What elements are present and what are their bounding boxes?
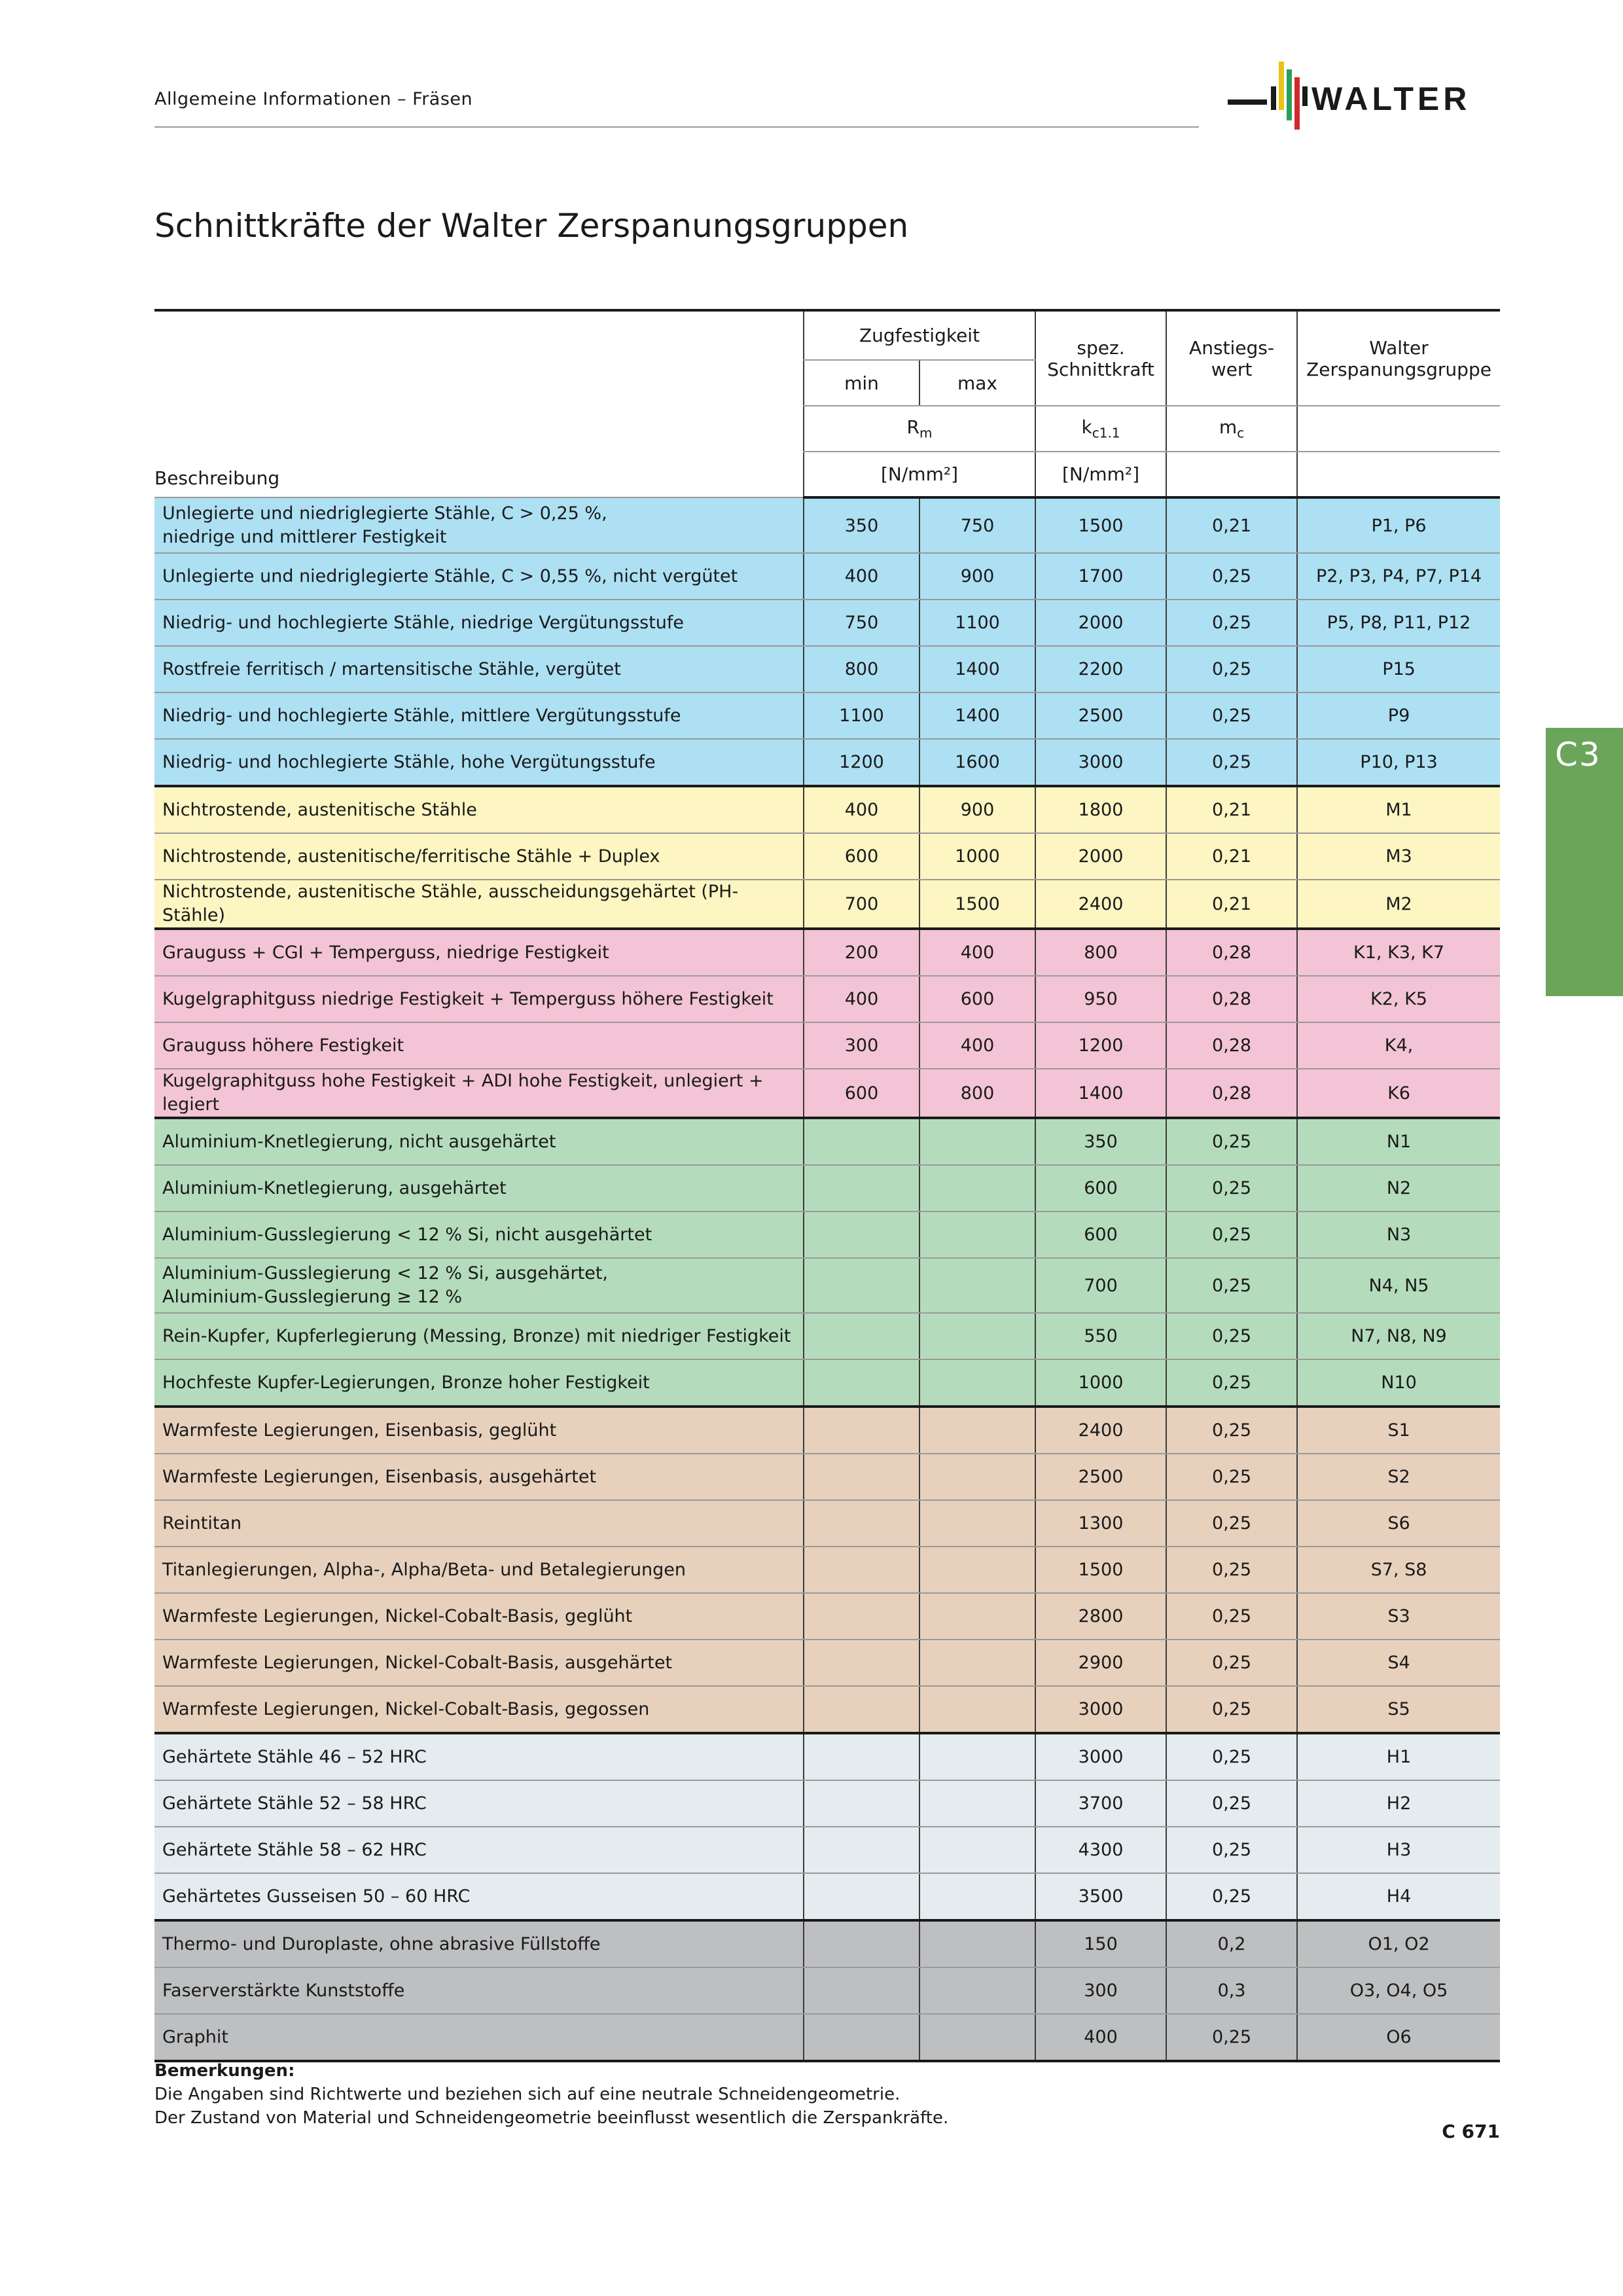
row-rm-max	[919, 1211, 1035, 1258]
row-mc: 0,25	[1166, 1313, 1297, 1359]
unit-rm: [N/mm²]	[804, 452, 1035, 497]
table-row	[154, 739, 1500, 786]
row-group: H1	[1297, 1733, 1500, 1780]
row-description: Warmfeste Legierungen, Eisenbasis, ausgehärtet	[154, 1454, 804, 1500]
row-rm-max: 900	[919, 553, 1035, 600]
row-group: S4	[1297, 1640, 1500, 1686]
table-row	[154, 1873, 1500, 1920]
row-rm-max	[919, 1827, 1035, 1873]
row-kc: 150	[1035, 1920, 1166, 1967]
row-description: Unlegierte und niedriglegierte Stähle, C > 0,25 %, niedrige und mittlerer Festigkeit	[154, 497, 804, 553]
table-row	[154, 1313, 1500, 1359]
table-row	[154, 1780, 1500, 1827]
row-rm-min: 1200	[804, 739, 919, 786]
row-rm-min	[804, 1593, 919, 1640]
row-group: H2	[1297, 1780, 1500, 1827]
row-rm-min: 600	[804, 833, 919, 880]
row-kc: 2800	[1035, 1593, 1166, 1640]
notes	[154, 2059, 948, 2130]
col-head-rm: $R_m$	[804, 406, 1035, 452]
row-kc: 2200	[1035, 646, 1166, 692]
table-row	[154, 1733, 1500, 1780]
row-description: Aluminium-Knetlegierung, ausgehärtet	[154, 1165, 804, 1211]
row-group: P9	[1297, 692, 1500, 739]
table-row	[154, 1967, 1500, 2014]
row-rm-max: 1500	[919, 880, 1035, 929]
row-rm-min: 400	[804, 553, 919, 600]
row-kc: 1500	[1035, 497, 1166, 553]
row-rm-min	[804, 1827, 919, 1873]
row-description: Aluminium-Gusslegierung < 12 % Si, ausgehärtet, Aluminium-Gusslegierung ≥ 12 %	[154, 1258, 804, 1313]
row-rm-max	[919, 1967, 1035, 2014]
row-mc: 0,25	[1166, 600, 1297, 646]
table-row	[154, 1920, 1500, 1967]
row-mc: 0,21	[1166, 833, 1297, 880]
row-mc: 0,25	[1166, 1827, 1297, 1873]
table-row	[154, 553, 1500, 600]
table-row	[154, 1593, 1500, 1640]
row-description: Gehärtete Stähle 52 – 58 HRC	[154, 1780, 804, 1827]
row-group: S7, S8	[1297, 1547, 1500, 1593]
col-head-mc: $m_c$	[1166, 406, 1297, 452]
row-mc: 0,25	[1166, 1873, 1297, 1920]
row-rm-min	[804, 1359, 919, 1407]
row-mc: 0,25	[1166, 2014, 1297, 2061]
row-rm-min	[804, 1920, 919, 1967]
row-group: S1	[1297, 1407, 1500, 1454]
row-rm-max	[919, 1500, 1035, 1547]
row-description: Grauguss + CGI + Temperguss, niedrige Festigkeit	[154, 929, 804, 976]
row-group: K4,	[1297, 1022, 1500, 1069]
table-row	[154, 1258, 1500, 1313]
row-kc: 550	[1035, 1313, 1166, 1359]
row-description: Thermo- und Duroplaste, ohne abrasive Füllstoffe	[154, 1920, 804, 1967]
chapter-tab-label: C3	[1555, 736, 1601, 774]
row-group: S2	[1297, 1454, 1500, 1500]
row-mc: 0,25	[1166, 1500, 1297, 1547]
row-rm-max: 1000	[919, 833, 1035, 880]
table-row	[154, 1547, 1500, 1593]
row-mc: 0,25	[1166, 1547, 1297, 1593]
row-rm-max	[919, 1640, 1035, 1686]
row-rm-max	[919, 1454, 1035, 1500]
table-row	[154, 692, 1500, 739]
row-group: K2, K5	[1297, 976, 1500, 1022]
row-description: Warmfeste Legierungen, Nickel-Cobalt-Basis, ausgehärtet	[154, 1640, 804, 1686]
row-rm-min: 200	[804, 929, 919, 976]
col-head-empty	[1297, 406, 1500, 452]
row-description: Reintitan	[154, 1500, 804, 1547]
notes-title: Bemerkungen:	[154, 2061, 295, 2081]
row-rm-max	[919, 1359, 1035, 1407]
row-kc: 2400	[1035, 1407, 1166, 1454]
row-kc: 2500	[1035, 692, 1166, 739]
row-group: O1, O2	[1297, 1920, 1500, 1967]
row-kc: 3500	[1035, 1873, 1166, 1920]
row-rm-max	[919, 2014, 1035, 2061]
row-description: Kugelgraphitguss niedrige Festigkeit + Temperguss höhere Festigkeit	[154, 976, 804, 1022]
row-kc: 1700	[1035, 553, 1166, 600]
row-rm-min	[804, 1873, 919, 1920]
row-rm-max: 1600	[919, 739, 1035, 786]
table-row	[154, 497, 1500, 553]
row-rm-min: 800	[804, 646, 919, 692]
table-row	[154, 786, 1500, 833]
row-rm-min	[804, 1407, 919, 1454]
row-rm-min	[804, 1547, 919, 1593]
col-head-kc: $k_{c1.1}$	[1035, 406, 1166, 452]
row-kc: 1200	[1035, 1022, 1166, 1069]
row-mc: 0,25	[1166, 1211, 1297, 1258]
row-rm-max: 400	[919, 929, 1035, 976]
row-description: Kugelgraphitguss hohe Festigkeit + ADI hohe Festigkeit, unlegiert + legiert	[154, 1069, 804, 1118]
col-head-zugfestigkeit: Zugfestigkeit	[804, 310, 1035, 360]
row-mc: 0,25	[1166, 692, 1297, 739]
row-group: M1	[1297, 786, 1500, 833]
row-mc: 0,25	[1166, 1359, 1297, 1407]
row-description: Gehärtete Stähle 46 – 52 HRC	[154, 1733, 804, 1780]
row-mc: 0,28	[1166, 976, 1297, 1022]
row-rm-max	[919, 1165, 1035, 1211]
row-kc: 400	[1035, 2014, 1166, 2061]
col-head-max: max	[919, 360, 1035, 406]
logo-text: WALTER	[1311, 81, 1471, 117]
row-mc: 0,28	[1166, 929, 1297, 976]
table-row	[154, 2014, 1500, 2061]
row-rm-max: 900	[919, 786, 1035, 833]
row-kc: 1000	[1035, 1359, 1166, 1407]
row-description: Faserverstärkte Kunststoffe	[154, 1967, 804, 2014]
notes-line-2: Der Zustand von Material und Schneidengeometrie beeinflusst wesentlich die Zerspankräfte.	[154, 2108, 949, 2128]
row-description: Aluminium-Knetlegierung, nicht ausgehärtet	[154, 1118, 804, 1165]
row-rm-min: 350	[804, 497, 919, 553]
table-row	[154, 600, 1500, 646]
row-rm-min: 400	[804, 976, 919, 1022]
row-description: Warmfeste Legierungen, Eisenbasis, geglüht	[154, 1407, 804, 1454]
row-rm-min	[804, 1313, 919, 1359]
row-mc: 0,21	[1166, 880, 1297, 929]
col-head-min: min	[804, 360, 919, 406]
row-rm-max: 1100	[919, 600, 1035, 646]
row-rm-min: 1100	[804, 692, 919, 739]
row-rm-max: 750	[919, 497, 1035, 553]
row-group: S3	[1297, 1593, 1500, 1640]
row-rm-max	[919, 1258, 1035, 1313]
table-row	[154, 1069, 1500, 1118]
page-number: C 671	[1442, 2121, 1500, 2142]
row-rm-min: 700	[804, 880, 919, 929]
row-rm-max: 1400	[919, 692, 1035, 739]
row-rm-max	[919, 1547, 1035, 1593]
row-kc: 1500	[1035, 1547, 1166, 1593]
row-kc: 2000	[1035, 600, 1166, 646]
row-group: P15	[1297, 646, 1500, 692]
unit-group	[1297, 452, 1500, 497]
row-group: M3	[1297, 833, 1500, 880]
table-row	[154, 1165, 1500, 1211]
notes-line-1: Die Angaben sind Richtwerte und beziehen sich auf eine neutrale Schneidengeometrie.	[154, 2085, 901, 2104]
row-kc: 950	[1035, 976, 1166, 1022]
row-rm-max	[919, 1686, 1035, 1733]
row-mc: 0,25	[1166, 553, 1297, 600]
row-rm-max: 400	[919, 1022, 1035, 1069]
table-row	[154, 1500, 1500, 1547]
row-kc: 800	[1035, 929, 1166, 976]
row-group: O3, O4, O5	[1297, 1967, 1500, 2014]
row-rm-min	[804, 1454, 919, 1500]
unit-kc: [N/mm²]	[1035, 452, 1166, 497]
row-group: S5	[1297, 1686, 1500, 1733]
row-kc: 1300	[1035, 1500, 1166, 1547]
table-body	[154, 497, 1500, 2061]
row-kc: 3700	[1035, 1780, 1166, 1827]
row-kc: 700	[1035, 1258, 1166, 1313]
walter-logo	[1228, 60, 1503, 134]
row-mc: 0,21	[1166, 497, 1297, 553]
section-header: Allgemeine Informationen – Fräsen	[154, 89, 473, 109]
row-description: Niedrig- und hochlegierte Stähle, mittlere Vergütungsstufe	[154, 692, 804, 739]
row-rm-max	[919, 1780, 1035, 1827]
row-group: N7, N8, N9	[1297, 1313, 1500, 1359]
row-rm-min: 300	[804, 1022, 919, 1069]
row-mc: 0,25	[1166, 646, 1297, 692]
row-rm-max: 800	[919, 1069, 1035, 1118]
row-description: Grauguss höhere Festigkeit	[154, 1022, 804, 1069]
table-row	[154, 880, 1500, 929]
row-rm-max	[919, 1593, 1035, 1640]
table-row	[154, 1118, 1500, 1165]
row-kc: 2900	[1035, 1640, 1166, 1686]
row-mc: 0,21	[1166, 786, 1297, 833]
table-row	[154, 1640, 1500, 1686]
row-rm-min	[804, 1967, 919, 2014]
unit-mc	[1166, 452, 1297, 497]
row-description: Niedrig- und hochlegierte Stähle, niedrige Vergütungsstufe	[154, 600, 804, 646]
row-group: P5, P8, P11, P12	[1297, 600, 1500, 646]
row-rm-max: 1400	[919, 646, 1035, 692]
row-group: P2, P3, P4, P7, P14	[1297, 553, 1500, 600]
row-kc: 2400	[1035, 880, 1166, 929]
row-group: M2	[1297, 880, 1500, 929]
row-kc: 3000	[1035, 1686, 1166, 1733]
row-mc: 0,25	[1166, 1118, 1297, 1165]
chapter-tab	[1546, 728, 1623, 996]
table-row	[154, 1454, 1500, 1500]
table-row	[154, 646, 1500, 692]
row-mc: 0,25	[1166, 1780, 1297, 1827]
row-kc: 4300	[1035, 1827, 1166, 1873]
table-row	[154, 929, 1500, 976]
row-description: Nichtrostende, austenitische Stähle, ausscheidungsgehärtet (PH-Stähle)	[154, 880, 804, 929]
row-description: Gehärtete Stähle 58 – 62 HRC	[154, 1827, 804, 1873]
table-row	[154, 833, 1500, 880]
row-description: Graphit	[154, 2014, 804, 2061]
row-rm-min	[804, 1211, 919, 1258]
row-description: Nichtrostende, austenitische/ferritische Stähle + Duplex	[154, 833, 804, 880]
cutting-forces-table	[154, 309, 1500, 2062]
row-mc: 0,25	[1166, 739, 1297, 786]
row-group: N1	[1297, 1118, 1500, 1165]
row-group: P10, P13	[1297, 739, 1500, 786]
row-group: K1, K3, K7	[1297, 929, 1500, 976]
row-group: P1, P6	[1297, 497, 1500, 553]
col-head-anstieg: Anstiegs- wert	[1166, 310, 1297, 406]
row-rm-min	[804, 1686, 919, 1733]
row-description: Warmfeste Legierungen, Nickel-Cobalt-Basis, geglüht	[154, 1593, 804, 1640]
row-kc: 3000	[1035, 739, 1166, 786]
row-rm-min	[804, 1500, 919, 1547]
row-description: Titanlegierungen, Alpha-, Alpha/Beta- und Betalegierungen	[154, 1547, 804, 1593]
row-group: N10	[1297, 1359, 1500, 1407]
row-rm-max	[919, 1920, 1035, 1967]
table-row	[154, 1211, 1500, 1258]
row-mc: 0,25	[1166, 1258, 1297, 1313]
row-mc: 0,28	[1166, 1069, 1297, 1118]
row-description: Warmfeste Legierungen, Nickel-Cobalt-Basis, gegossen	[154, 1686, 804, 1733]
row-kc: 1800	[1035, 786, 1166, 833]
row-description: Rostfreie ferritisch / martensitische Stähle, vergütet	[154, 646, 804, 692]
row-mc: 0,28	[1166, 1022, 1297, 1069]
row-kc: 600	[1035, 1165, 1166, 1211]
page-title: Schnittkräfte der Walter Zerspanungsgruppen	[154, 206, 909, 245]
col-head-description: Beschreibung	[154, 310, 804, 497]
row-description: Aluminium-Gusslegierung < 12 % Si, nicht ausgehärtet	[154, 1211, 804, 1258]
table-row	[154, 1359, 1500, 1407]
row-group: O6	[1297, 2014, 1500, 2061]
row-rm-min	[804, 1258, 919, 1313]
row-rm-min	[804, 1118, 919, 1165]
row-kc: 2000	[1035, 833, 1166, 880]
row-mc: 0,25	[1166, 1407, 1297, 1454]
row-description: Rein-Kupfer, Kupferlegierung (Messing, Bronze) mit niedriger Festigkeit	[154, 1313, 804, 1359]
table-row	[154, 1407, 1500, 1454]
row-rm-min	[804, 1733, 919, 1780]
row-group: N2	[1297, 1165, 1500, 1211]
row-mc: 0,25	[1166, 1640, 1297, 1686]
row-rm-min: 400	[804, 786, 919, 833]
table-row	[154, 1686, 1500, 1733]
row-mc: 0,25	[1166, 1454, 1297, 1500]
row-mc: 0,25	[1166, 1593, 1297, 1640]
row-group: N3	[1297, 1211, 1500, 1258]
row-kc: 350	[1035, 1118, 1166, 1165]
row-rm-max	[919, 1407, 1035, 1454]
row-kc: 2500	[1035, 1454, 1166, 1500]
row-group: H3	[1297, 1827, 1500, 1873]
row-group: N4, N5	[1297, 1258, 1500, 1313]
col-head-walter: Walter Zerspanungsgruppe	[1297, 310, 1500, 406]
row-group: K6	[1297, 1069, 1500, 1118]
row-description: Unlegierte und niedriglegierte Stähle, C > 0,55 %, nicht vergütet	[154, 553, 804, 600]
row-mc: 0,2	[1166, 1920, 1297, 1967]
row-group: S6	[1297, 1500, 1500, 1547]
row-mc: 0,25	[1166, 1686, 1297, 1733]
row-rm-max: 600	[919, 976, 1035, 1022]
row-description: Hochfeste Kupfer-Legierungen, Bronze hoher Festigkeit	[154, 1359, 804, 1407]
row-kc: 3000	[1035, 1733, 1166, 1780]
row-rm-min: 600	[804, 1069, 919, 1118]
row-rm-min	[804, 1165, 919, 1211]
row-kc: 600	[1035, 1211, 1166, 1258]
row-description: Niedrig- und hochlegierte Stähle, hohe Vergütungsstufe	[154, 739, 804, 786]
row-mc: 0,3	[1166, 1967, 1297, 2014]
table-row	[154, 976, 1500, 1022]
table-row	[154, 1022, 1500, 1069]
row-group: H4	[1297, 1873, 1500, 1920]
table-row	[154, 1827, 1500, 1873]
row-kc: 1400	[1035, 1069, 1166, 1118]
col-head-spez: spez. Schnittkraft	[1035, 310, 1166, 406]
row-rm-min	[804, 1780, 919, 1827]
row-rm-max	[919, 1733, 1035, 1780]
row-rm-min	[804, 2014, 919, 2061]
row-description: Gehärtetes Gusseisen 50 – 60 HRC	[154, 1873, 804, 1920]
row-rm-min: 750	[804, 600, 919, 646]
row-rm-max	[919, 1873, 1035, 1920]
row-rm-max	[919, 1313, 1035, 1359]
row-rm-min	[804, 1640, 919, 1686]
row-mc: 0,25	[1166, 1733, 1297, 1780]
row-rm-max	[919, 1118, 1035, 1165]
row-description: Nichtrostende, austenitische Stähle	[154, 786, 804, 833]
row-mc: 0,25	[1166, 1165, 1297, 1211]
row-kc: 300	[1035, 1967, 1166, 2014]
header-divider	[154, 126, 1199, 128]
logo-bar-left	[1228, 99, 1267, 105]
